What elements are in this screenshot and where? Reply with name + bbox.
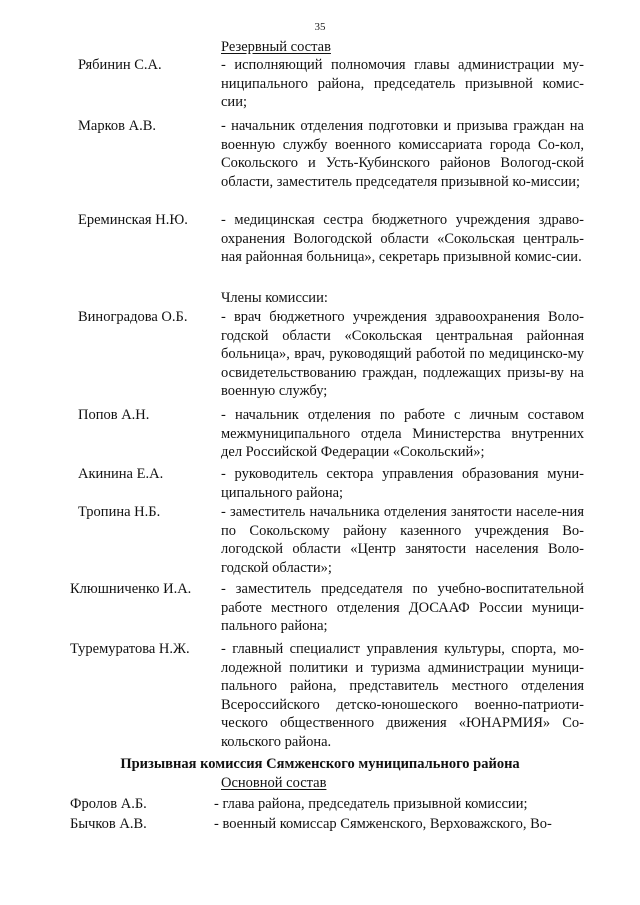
reserve-heading: Резервный состав <box>221 39 331 55</box>
person-name: Ереминская Н.Ю. <box>78 212 188 228</box>
person-name: Бычков А.В. <box>70 816 147 832</box>
person-role: - заместитель председателя по учебно-воспитательной работе местного отделения ДОСААФ России муници-пального района; <box>221 581 584 635</box>
person-name: Акинина Е.А. <box>78 466 164 482</box>
person-name: Попов А.Н. <box>78 407 150 423</box>
person-name: Рябинин С.А. <box>78 57 162 73</box>
person-role: - начальник отделения подготовки и призыва граждан на военную службу военного комиссариата города Со-кол, Сокольского и Усть-Кубинского районов Вологод-ской области, заместитель председателя призывной ко-миссии; <box>221 118 584 190</box>
section-title: Призывная комиссия Сямженского муниципального района <box>120 756 520 772</box>
person-role: - глава района, председатель призывной комиссии; <box>214 796 528 812</box>
person-role: - исполняющий полномочия главы администрации му-ниципального района, председатель призывной комис-сии; <box>221 57 584 111</box>
person-role: - руководитель сектора управления образования муни-ципального района; <box>221 466 584 501</box>
person-name: Тропина Н.Б. <box>78 504 161 520</box>
members-heading: Члены комиссии: <box>221 290 328 306</box>
person-name: Марков А.В. <box>78 118 157 134</box>
person-role: - военный комиссар Сямженского, Верховажского, Во- <box>214 816 552 832</box>
person-role: - врач бюджетного учреждения здравоохранения Воло-годской области «Сокольская центральная районная больница», врач, руководящий работой по медицинско-му освидетельствованию граждан, подлежащих призы-ву на военную службу; <box>221 309 584 400</box>
person-role: - главный специалист управления культуры, спорта, мо-лодежной политики и туризма администрации муници-пального района, представитель местного отделения Всероссийского детско-юношеского военно-патриоти-ческого общественного движения «ЮНАРМИЯ» Со-кольского района. <box>221 641 584 750</box>
main-heading: Основной состав <box>221 775 327 791</box>
person-role: - медицинская сестра бюджетного учреждения здраво-охранения Вологодской области «Сокольская централь-ная районная больница», секретарь призывной комис-сии. <box>221 212 584 266</box>
person-name: Клюшниченко И.А. <box>70 581 192 597</box>
page-number: 35 <box>314 21 326 33</box>
person-role: - начальник отделения по работе с личным составом межмуниципального отдела Министерства внутренних дел Российской Федерации «Сокольский»; <box>221 407 584 461</box>
person-name: Туремуратова Н.Ж. <box>70 641 190 657</box>
person-role: - заместитель начальника отделения занятости населе-ния по Сокольскому району казенного учреждения Во-логодской области «Центр занятости населения Воло-годской области»; <box>221 504 584 576</box>
person-name: Фролов А.Б. <box>70 796 147 812</box>
person-name: Виноградова О.Б. <box>78 309 188 325</box>
